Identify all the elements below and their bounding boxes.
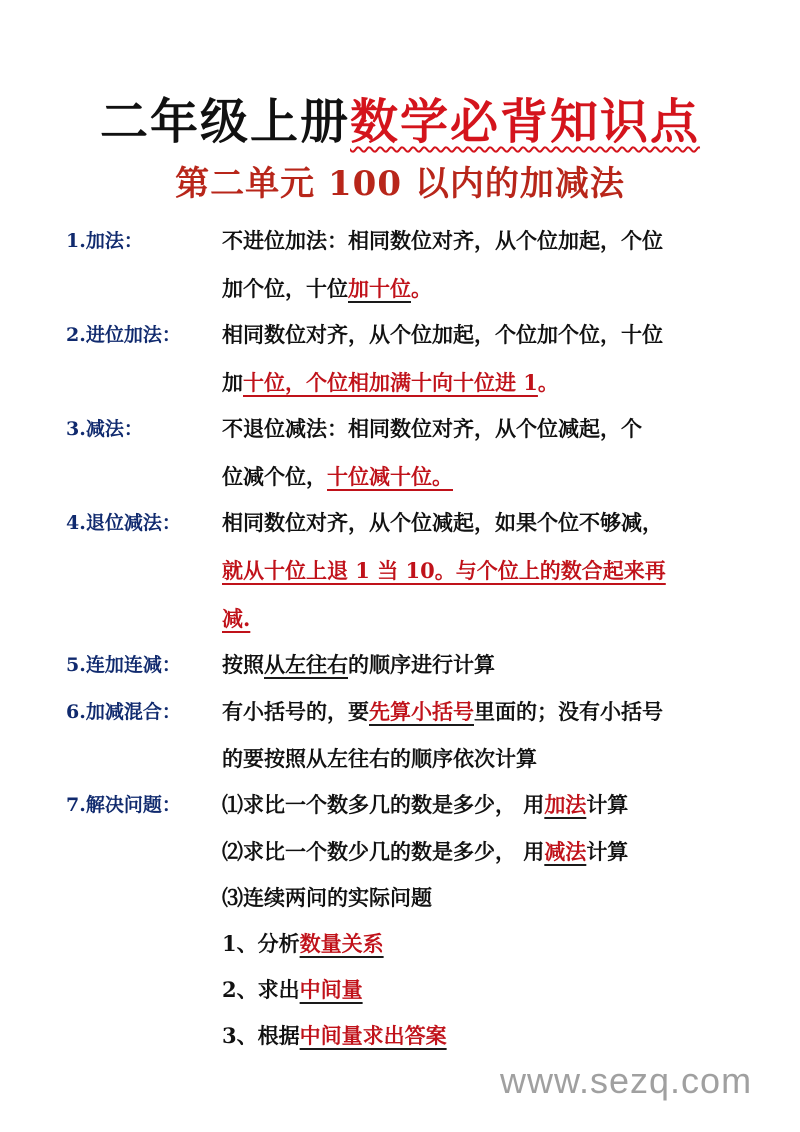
page-title <box>0 92 800 152</box>
highlight-text: 加十位 <box>348 276 411 301</box>
body-text: 加 <box>222 370 243 395</box>
section-line <box>222 697 663 727</box>
body-text: 有小括号的，要 <box>222 699 369 724</box>
body-text: 按照 <box>222 652 264 677</box>
highlight-text: 十位减十位。 <box>327 464 453 489</box>
section-label: 3.减法： <box>66 418 143 440</box>
section-line <box>222 508 663 538</box>
body-text: 计算 <box>586 792 629 817</box>
section-line <box>222 462 453 492</box>
section-label: 1.加法： <box>66 230 143 252</box>
section-line <box>222 604 250 634</box>
section-line <box>222 883 432 913</box>
section-line <box>222 650 495 680</box>
highlight-text: 就从十位上退 1 当 10。与个位上的数合起来再 <box>222 558 666 583</box>
highlight-text: 数量关系 <box>299 931 384 956</box>
body-text: 3、根据 <box>222 1023 300 1048</box>
watermark: www.sezq.com <box>500 1060 753 1101</box>
section-line <box>222 837 628 867</box>
highlight-text: 中间量 <box>299 977 363 1002</box>
highlight-text: 中间量求出答案 <box>299 1023 447 1048</box>
section-line <box>222 790 628 820</box>
body-text: ⑶连续两问的实际问题 <box>222 885 432 910</box>
body-text: 1、分析 <box>222 931 300 956</box>
body-text: 相同数位对齐，从个位加起，个位加个位，十位 <box>222 322 663 347</box>
body-text: 不进位加法：相同数位对齐，从个位加起，个位 <box>222 228 663 253</box>
body-text: 里面的；没有小括号 <box>474 699 663 724</box>
section-label: 2.进位加法： <box>66 324 181 346</box>
section-line <box>222 320 663 350</box>
title-topic: 数学必背知识点 <box>350 94 701 150</box>
red-punctuation: 。 <box>537 370 559 395</box>
underlined-text: 从左往右 <box>264 652 348 677</box>
body-text: 加个位，十位 <box>222 276 348 301</box>
body-text: 的顺序进行计算 <box>348 652 495 677</box>
body-text: 相同数位对齐，从个位减起，如果个位不够减， <box>222 510 663 535</box>
red-punctuation: 。 <box>411 276 432 301</box>
section-line <box>222 1021 447 1051</box>
highlight-text: 减. <box>222 606 251 631</box>
section-line <box>222 226 663 256</box>
title-grade: 二年级上册 <box>99 94 350 150</box>
body-text: 的要按照从左往右的顺序依次计算 <box>222 746 537 771</box>
section-label: 6.加减混合： <box>66 701 181 723</box>
body-text: 位减个位， <box>222 464 327 489</box>
section-line <box>222 368 559 398</box>
body-text: 不退位减法：相同数位对齐，从个位减起，个 <box>222 416 642 441</box>
unit-subtitle: 第二单元 100 以内的加减法 <box>175 164 625 204</box>
section-line <box>222 556 666 586</box>
highlight-text: 加法 <box>544 792 587 817</box>
highlight-text: 先算小括号 <box>369 699 474 724</box>
section-line <box>222 414 642 444</box>
section-line <box>222 975 363 1005</box>
highlight-text: 十位，个位相加满十向十位进 1 <box>243 370 538 395</box>
section-line <box>222 929 384 959</box>
section-line <box>222 744 537 774</box>
body-text: 计算 <box>586 839 629 864</box>
section-label: 5.连加连减： <box>66 654 181 676</box>
body-text: ⑵求比一个数少几的数是多少， 用 <box>222 839 545 864</box>
section-label: 7.解决问题： <box>66 794 181 816</box>
section-line <box>222 274 432 304</box>
body-text: ⑴求比一个数多几的数是多少， 用 <box>222 792 545 817</box>
highlight-text: 减法 <box>544 839 587 864</box>
body-text: 2、求出 <box>222 977 300 1002</box>
section-label: 4.退位减法： <box>66 512 181 534</box>
